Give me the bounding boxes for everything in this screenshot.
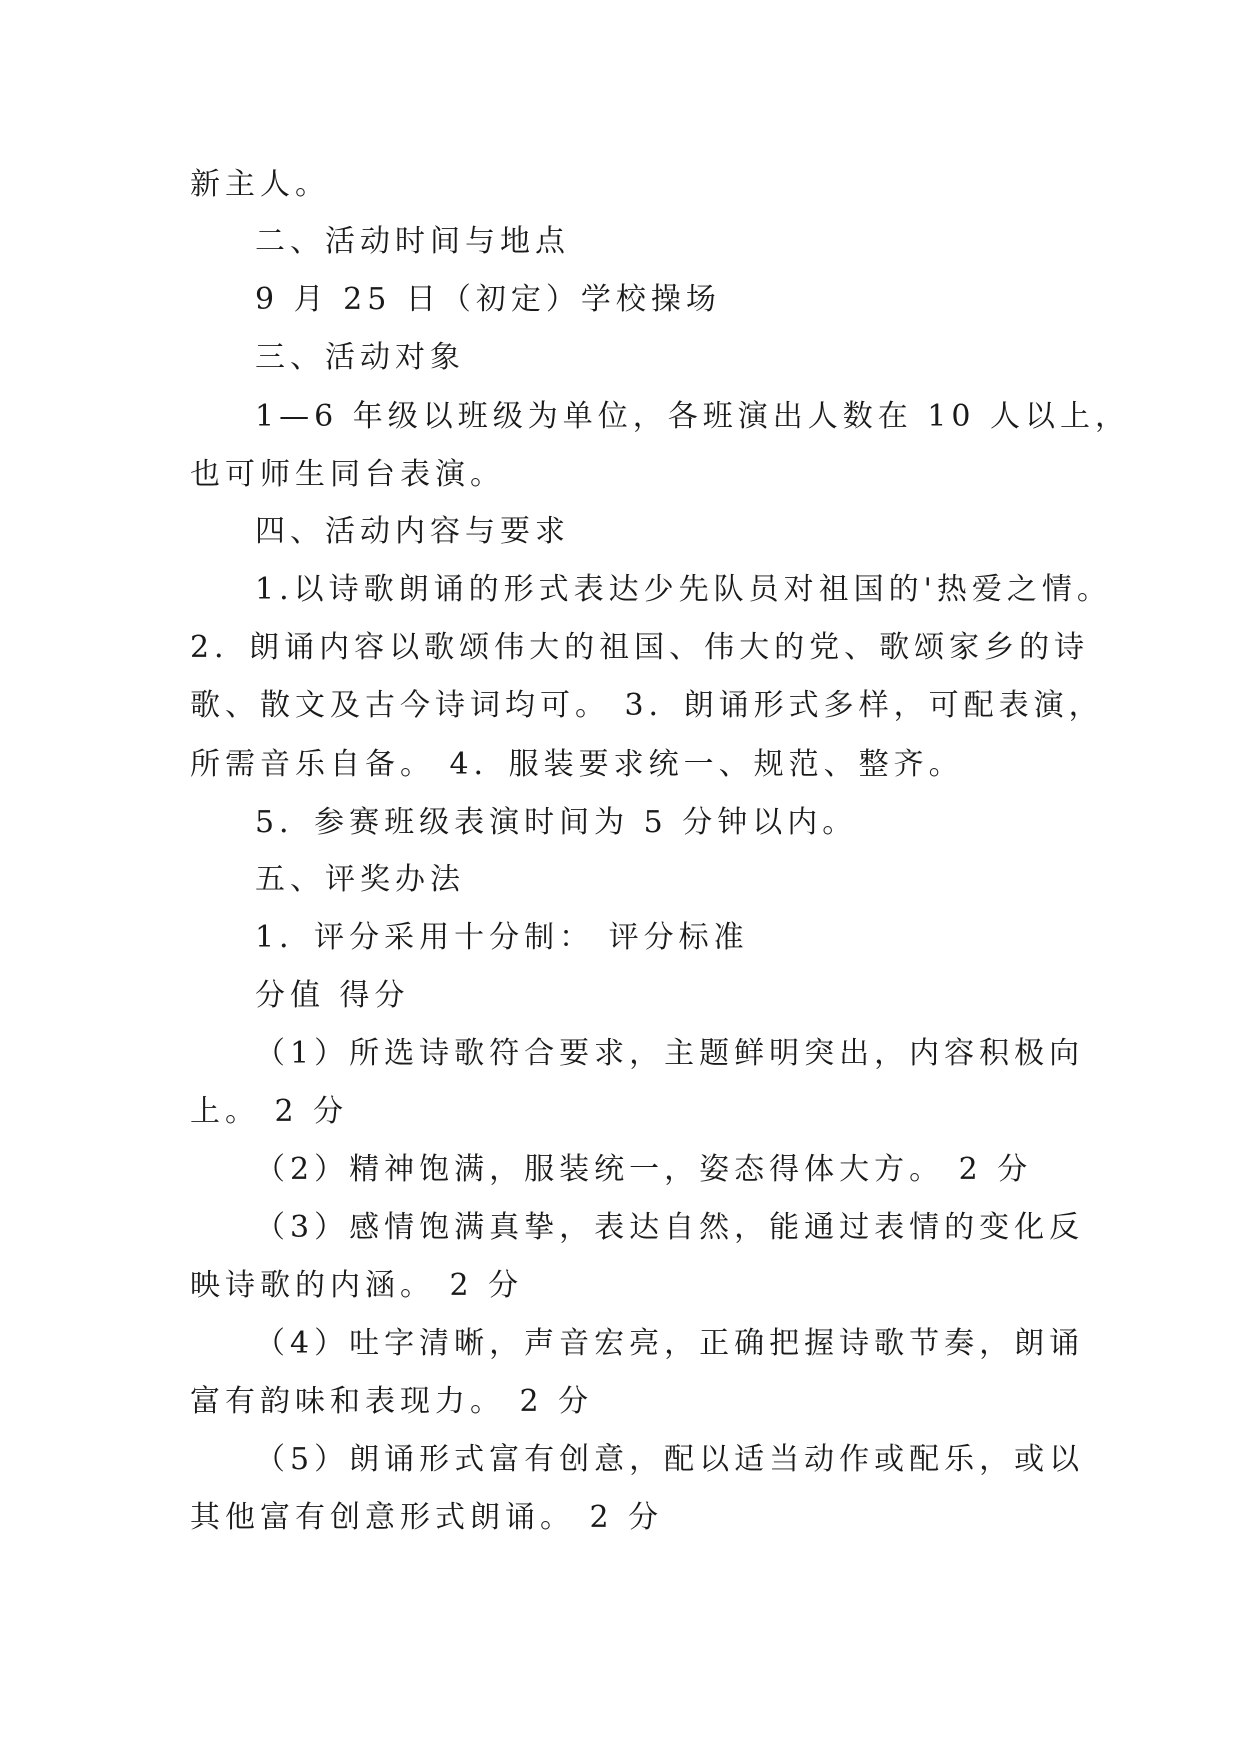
text-line: 歌、散文及古今诗词均可。 3．朗诵形式多样，可配表演， [190,688,1104,723]
text-line: 上。 2 分 [190,1094,349,1129]
text-line: 2．朗诵内容以歌颂伟大的祖国、伟大的党、歌颂家乡的诗 [190,630,1090,665]
text-line: 新主人。 [190,167,330,202]
text-line: 9 月 25 日（初定）学校操场 [255,282,721,317]
scoring-item: （5）朗诵形式富有创意，配以适当动作或配乐，或以 [255,1442,1085,1477]
text-line: 也可师生同台表演。 [190,457,505,492]
text-line: 1.以诗歌朗诵的形式表达少先队员对祖国的'热爱之情。 [255,572,1112,607]
text-line: 所需音乐自备。 4．服装要求统一、规范、整齐。 [190,747,964,782]
text-line: 1．评分采用十分制： 评分标准 [255,920,749,955]
scoring-item: （4）吐字清晰，声音宏亮，正确把握诗歌节奏，朗诵 [255,1326,1085,1361]
section-heading: 五、评奖办法 [255,862,465,897]
scoring-item: （2）精神饱满，服装统一，姿态得体大方。 2 分 [255,1152,1033,1187]
scoring-item: （1）所选诗歌符合要求，主题鲜明突出，内容积极向 [255,1036,1085,1071]
text-line: 分值 得分 [255,978,410,1013]
section-heading: 四、活动内容与要求 [255,514,570,549]
text-line: 映诗歌的内涵。 2 分 [190,1268,524,1303]
text-line: 5．参赛班级表演时间为 5 分钟以内。 [255,805,858,840]
scoring-item: （3）感情饱满真挚，表达自然，能通过表情的变化反 [255,1210,1085,1245]
section-heading: 三、活动对象 [255,340,465,375]
section-heading: 二、活动时间与地点 [255,224,570,259]
text-line: 其他富有创意形式朗诵。 2 分 [190,1500,664,1535]
text-line: 富有韵味和表现力。 2 分 [190,1384,594,1419]
text-line: 1—6 年级以班级为单位，各班演出人数在 10 人以上， [255,399,1130,434]
